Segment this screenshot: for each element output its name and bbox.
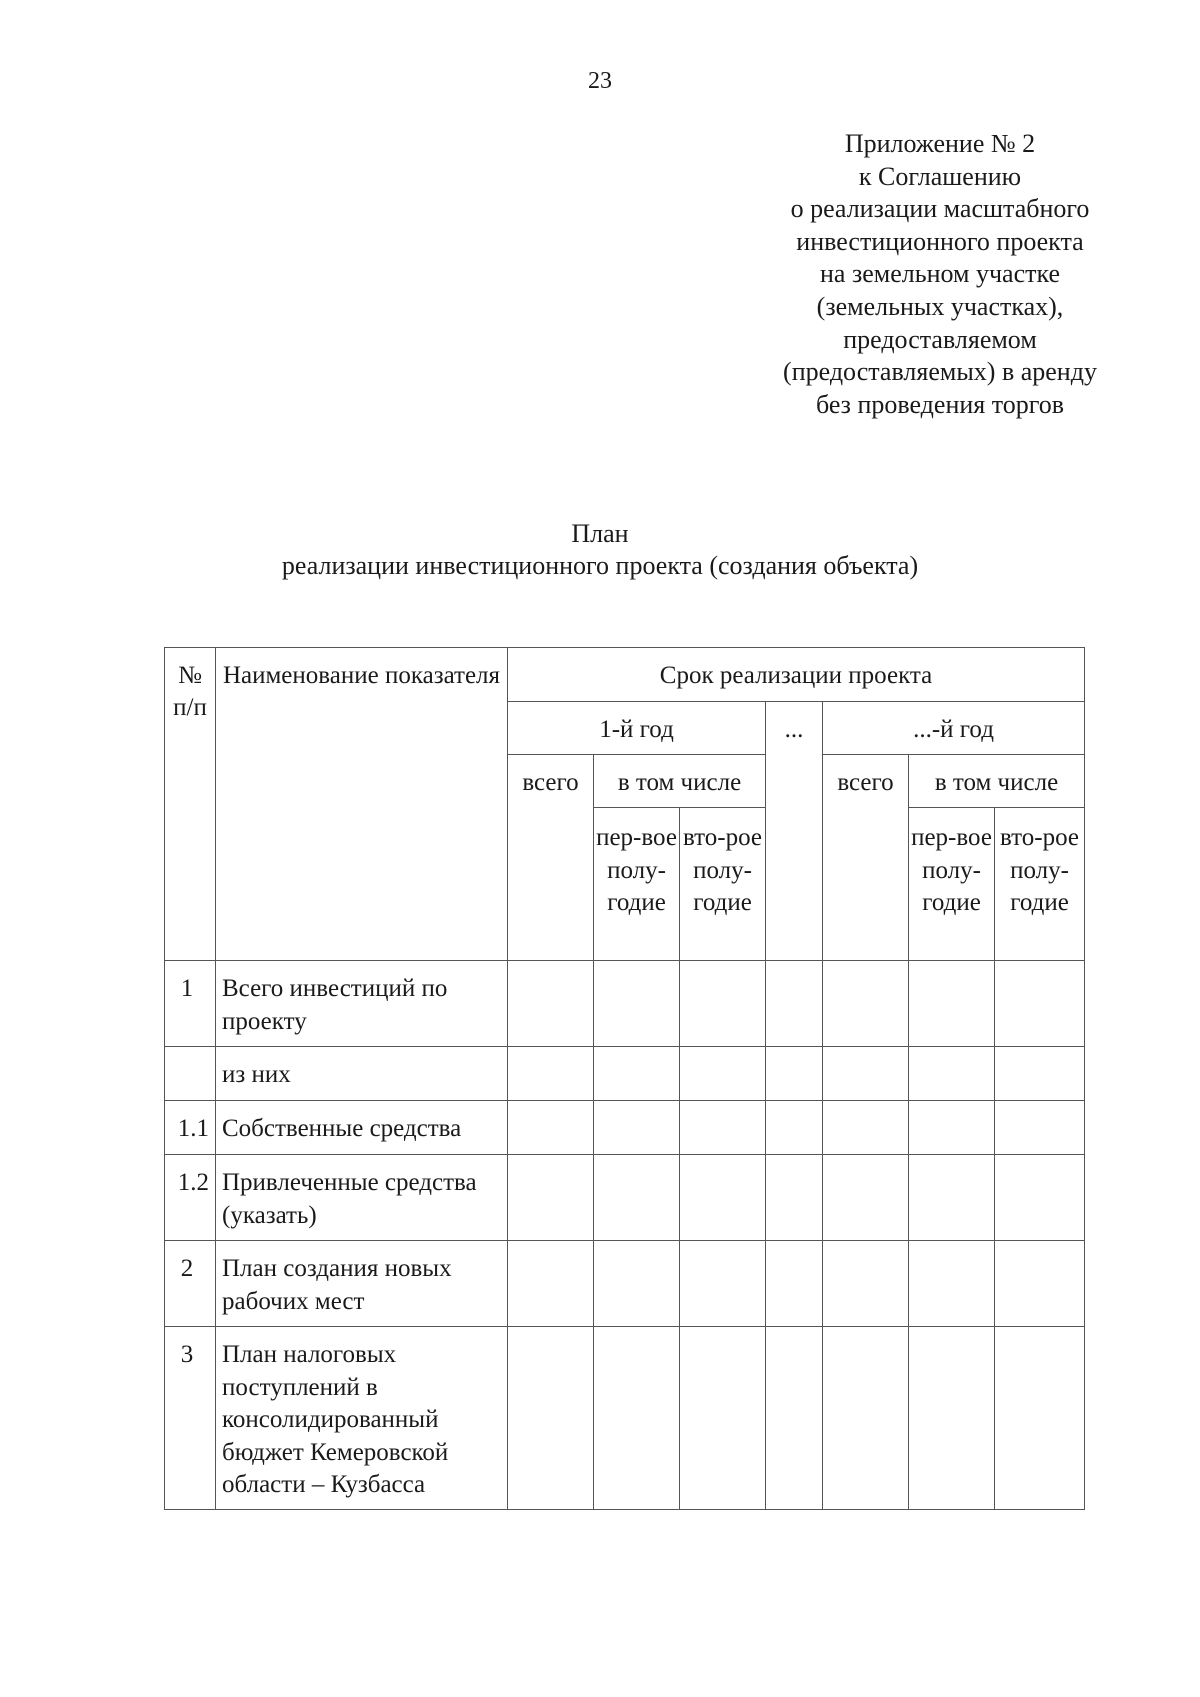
data-cell xyxy=(766,1047,823,1101)
row-label: Привлеченные средства (указать) xyxy=(216,1155,508,1241)
data-cell xyxy=(995,1155,1085,1241)
data-cell xyxy=(823,1047,909,1101)
data-cell xyxy=(508,1327,594,1510)
data-cell xyxy=(995,1327,1085,1510)
appendix-line: (предоставляемых) в аренду xyxy=(783,357,1097,387)
data-cell xyxy=(594,1155,680,1241)
header-year-n: ...-й год xyxy=(823,702,1085,755)
row-label: План создания новых рабочих мест xyxy=(216,1241,508,1327)
data-cell xyxy=(766,1327,823,1510)
data-cell xyxy=(823,961,909,1047)
row-number: 1 xyxy=(165,961,216,1047)
data-cell xyxy=(508,961,594,1047)
appendix-line: предоставляемом xyxy=(843,324,1037,354)
data-cell xyxy=(680,1241,766,1327)
row-label: из них xyxy=(216,1047,508,1101)
row-label: Всего инвестиций по проекту xyxy=(216,961,508,1047)
data-cell xyxy=(909,1047,995,1101)
data-cell xyxy=(680,961,766,1047)
data-cell xyxy=(823,1327,909,1510)
appendix-header xyxy=(770,128,1110,421)
data-cell xyxy=(909,1101,995,1155)
data-cell xyxy=(909,961,995,1047)
row-label: Собственные средства xyxy=(216,1101,508,1155)
document-title xyxy=(0,518,1200,582)
header-num xyxy=(165,648,216,961)
header-second-half-1: вто-рое полу-годие xyxy=(680,808,766,961)
data-cell xyxy=(823,1241,909,1327)
row-number: 1.1 xyxy=(165,1101,216,1155)
row-number: 3 xyxy=(165,1327,216,1510)
data-cell xyxy=(508,1155,594,1241)
data-cell xyxy=(680,1101,766,1155)
row-number: 1.2 xyxy=(165,1155,216,1241)
title-line-2: реализации инвестиционного проекта (создания объекта) xyxy=(281,551,919,580)
data-cell xyxy=(823,1101,909,1155)
table-row xyxy=(165,1241,1085,1327)
appendix-line: о реализации масштабного xyxy=(790,194,1090,224)
data-cell xyxy=(766,961,823,1047)
data-cell xyxy=(508,1241,594,1327)
table-row xyxy=(165,1047,1085,1101)
data-cell xyxy=(680,1327,766,1510)
header-term: Срок реализации проекта xyxy=(508,648,1085,702)
data-cell xyxy=(766,1241,823,1327)
appendix-line: инвестиционного проекта xyxy=(796,226,1084,256)
header-first-half-1: пер-вое полу-годие xyxy=(594,808,680,961)
data-cell xyxy=(594,1101,680,1155)
appendix-line: без проведения торгов xyxy=(815,389,1065,419)
data-cell xyxy=(909,1241,995,1327)
row-number xyxy=(165,1047,216,1101)
appendix-line: Приложение № 2 xyxy=(844,129,1036,158)
table-row xyxy=(165,1155,1085,1241)
appendix-line: (земельных участках), xyxy=(816,291,1064,321)
table-row xyxy=(165,1101,1085,1155)
header-num-text: № п/п xyxy=(173,662,207,721)
appendix-line: к Соглашению xyxy=(858,161,1022,191)
data-cell xyxy=(508,1047,594,1101)
data-cell xyxy=(594,961,680,1047)
table-row xyxy=(165,1327,1085,1510)
header-including-n: в том числе xyxy=(909,755,1085,808)
header-ellipsis: ... xyxy=(766,702,823,961)
data-cell xyxy=(766,1101,823,1155)
header-year-1: 1-й год xyxy=(508,702,766,755)
data-cell xyxy=(909,1155,995,1241)
data-cell xyxy=(823,1155,909,1241)
data-cell xyxy=(680,1047,766,1101)
data-cell xyxy=(909,1327,995,1510)
data-cell xyxy=(594,1327,680,1510)
data-cell xyxy=(766,1155,823,1241)
row-number: 2 xyxy=(165,1241,216,1327)
data-cell xyxy=(594,1241,680,1327)
header-including-1: в том числе xyxy=(594,755,766,808)
data-cell xyxy=(995,1047,1085,1101)
data-cell xyxy=(680,1155,766,1241)
header-total-1: всего xyxy=(508,755,594,961)
data-cell xyxy=(508,1101,594,1155)
table-row xyxy=(165,961,1085,1047)
header-row-1 xyxy=(165,648,1085,702)
data-cell xyxy=(995,1101,1085,1155)
title-line-1: План xyxy=(571,519,629,548)
header-second-half-n: вто-рое полу-годие xyxy=(995,808,1085,961)
row-label: План налоговых поступлений в консолидированный бюджет Кемеровской области – Кузбасса xyxy=(216,1327,508,1510)
page-number: 23 xyxy=(588,68,612,94)
data-cell xyxy=(594,1047,680,1101)
appendix-line: на земельном участке xyxy=(819,259,1060,289)
plan-table xyxy=(164,647,1085,1510)
data-cell xyxy=(995,961,1085,1047)
header-total-n: всего xyxy=(823,755,909,961)
header-name: Наименование показателя xyxy=(216,648,508,961)
header-first-half-n: пер-вое полу-годие xyxy=(909,808,995,961)
data-cell xyxy=(995,1241,1085,1327)
